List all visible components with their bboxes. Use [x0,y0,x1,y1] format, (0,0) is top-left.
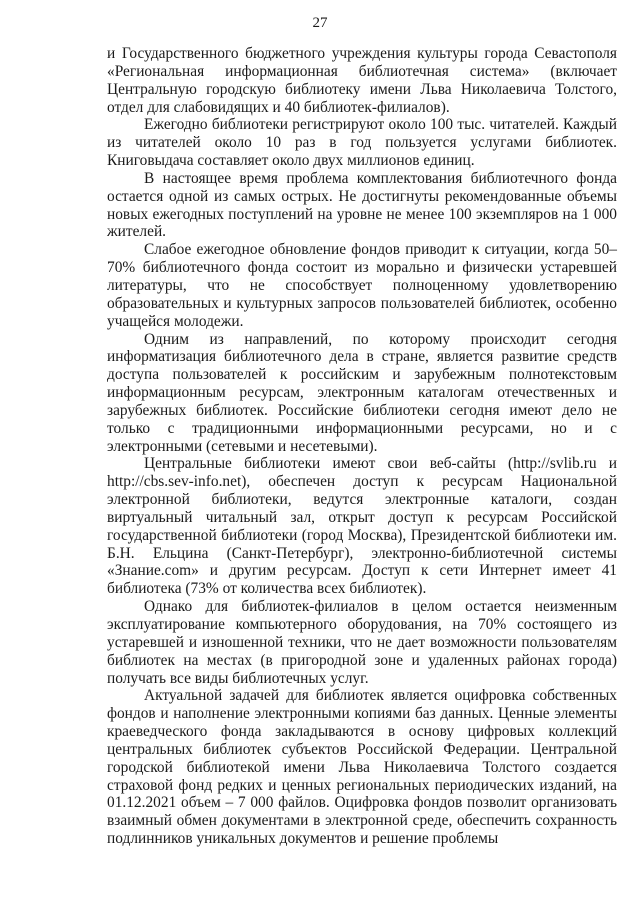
paragraph-equipment: Однако для библиотек-филиалов в целом остается неизменным эксплуатирование компьютерного оборудования, на 70% состоящего из устаревшей и изношенной техники, что не дает возможности пользователям библиотек на местах (в пригородной зоне и удаленных районах города) получать все виды библиотечных услуг. [107,598,617,687]
paragraph-fund-renewal: Слабое ежегодное обновление фондов приводит к ситуации, когда 50–70% библиотечного фонда состоит из морально и физически устаревшей литературы, что не способствует полноценному удовлетворению образовательных и культурных запросов пользователей библиотек, особенно учащейся молодежи. [107,241,617,330]
paragraph-informatization: Одним из направлений, по которому происходит сегодня информатизация библиотечного дела в стране, является развитие средств доступа пользователей к российским и зарубежным полнотекстовым информационным ресурсам, электронным каталогам отечественных и зарубежных библиотек. Российские библиотеки сегодня имеют дело не только с традиционными информационными ресурсами, но и с электронными (сетевыми и несетевыми). [107,330,617,455]
paragraph-readers: Ежегодно библиотеки регистрируют около 100 тыс. читателей. Каждый из читателей около 10 раз в год пользуется услугами библиотек. Книговыдача составляет около двух миллионов единиц. [107,116,617,170]
paragraph-acquisition: В настоящее время проблема комплектования библиотечного фонда остается одной из самых острых. Не достигнуты рекомендованные объемы новых ежегодных поступлений на уровне не менее 100 экземпляров на 1 000 жителей. [107,169,617,241]
paragraph-websites: Центральные библиотеки имеют свои веб-сайты (http://svlib.ru и http://cbs.sev-info.net), обеспечен доступ к ресурсам Национальной электронной библиотеки, ведутся электронные каталоги, создан виртуальный читальный зал, открыт доступ к ресурсам Российской государственной библиотеки (город Москва), Президентской библиотеки им. Б.Н. Ельцина (Санкт-Петербург), электронно-библиотечной системы «Знание.com» и другим ресурсам. Доступ к сети Интернет имеет 41 библиотека (73% от количества всех библиотек). [107,455,617,598]
paragraph-continuation: и Государственного бюджетного учреждения культуры города Севастополя «Региональная информационная библиотечная система» (включает Центральную городскую библиотеку имени Льва Николаевича Толстого, отдел для слабовидящих и 40 библиотек-филиалов). [107,45,617,116]
document-body [107,45,617,848]
page-number: 27 [312,15,328,31]
paragraph-digitization: Актуальной задачей для библиотек является оцифровка собственных фондов и наполнение электронными копиями баз данных. Ценные элементы краеведческого фонда закладываются в основу цифровых коллекций центральных библиотек субъектов Российской Федерации. Центральной городской библиотекой имени Льва Николаевича Толстого создается страховой фонд редких и ценных региональных периодических изданий, на 01.12.2021 объем – 7 000 файлов. Оцифровка фондов позволит организовать взаимный обмен документами в электронной среде, обеспечить сохранность подлинников уникальных документов и решение проблемы [107,687,617,848]
